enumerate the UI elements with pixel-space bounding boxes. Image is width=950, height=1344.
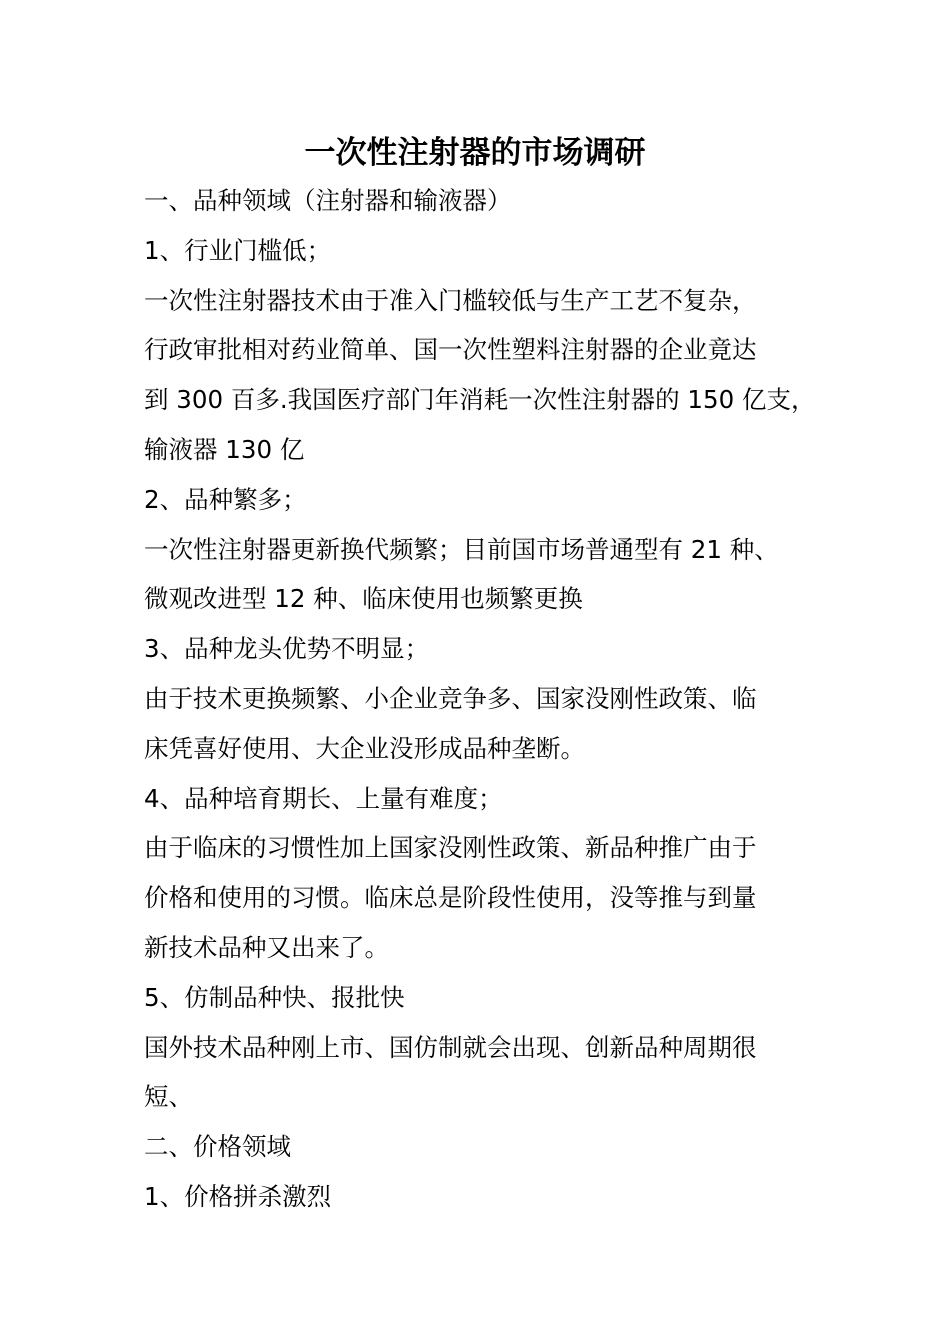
paragraph-line: 一次性注射器更新换代频繁；目前国市场普通型有 21 种、 <box>144 534 779 564</box>
paragraph-line: 新技术品种又出来了。 <box>144 932 389 962</box>
subheading-low-threshold: 1、行业门槛低； <box>144 235 332 265</box>
paragraph-line: 输液器 130 亿 <box>144 434 305 464</box>
section-heading-varieties: 一、品种领域（注射器和输液器） <box>144 186 512 215</box>
document-body <box>144 176 824 1222</box>
subheading-many-varieties: 2、品种繁多； <box>144 484 307 514</box>
paragraph-line: 行政审批相对药业简单、国一次性塑料注射器的企业竟达 <box>144 335 757 365</box>
paragraph-line: 由于技术更换频繁、小企业竞争多、国家没刚性政策、临 <box>144 683 757 713</box>
subheading-price-competition: 1、价格拼杀激烈 <box>144 1181 332 1211</box>
paragraph-line: 国外技术品种刚上市、国仿制就会出现、创新品种周期很 <box>144 1032 757 1062</box>
subheading-fast-imitation: 5、仿制品种快、报批快 <box>144 982 405 1012</box>
paragraph-line: 价格和使用的习惯。临床总是阶段性使用，没等推与到量 <box>144 883 757 913</box>
subheading-long-cultivation: 4、品种培育期长、上量有难度； <box>144 783 503 813</box>
subheading-leader-advantage: 3、品种龙头优势不明显； <box>144 634 430 664</box>
paragraph-line: 短、 <box>144 1082 193 1112</box>
paragraph-line: 微观改进型 12 种、临床使用也频繁更换 <box>144 584 583 614</box>
paragraph-line: 床凭喜好使用、大企业没形成品种垄断。 <box>144 733 585 763</box>
section-heading-price: 二、价格领域 <box>144 1132 291 1162</box>
paragraph-line: 由于临床的习惯性加上国家没刚性政策、新品种推广由于 <box>144 833 757 863</box>
paragraph-line: 一次性注射器技术由于准入门槛较低与生产工艺不复杂， <box>144 285 757 315</box>
paragraph-line: 到 300 百多.我国医疗部门年消耗一次性注射器的 150 亿支， <box>144 385 816 415</box>
document-title: 一次性注射器的市场调研 <box>304 135 646 171</box>
